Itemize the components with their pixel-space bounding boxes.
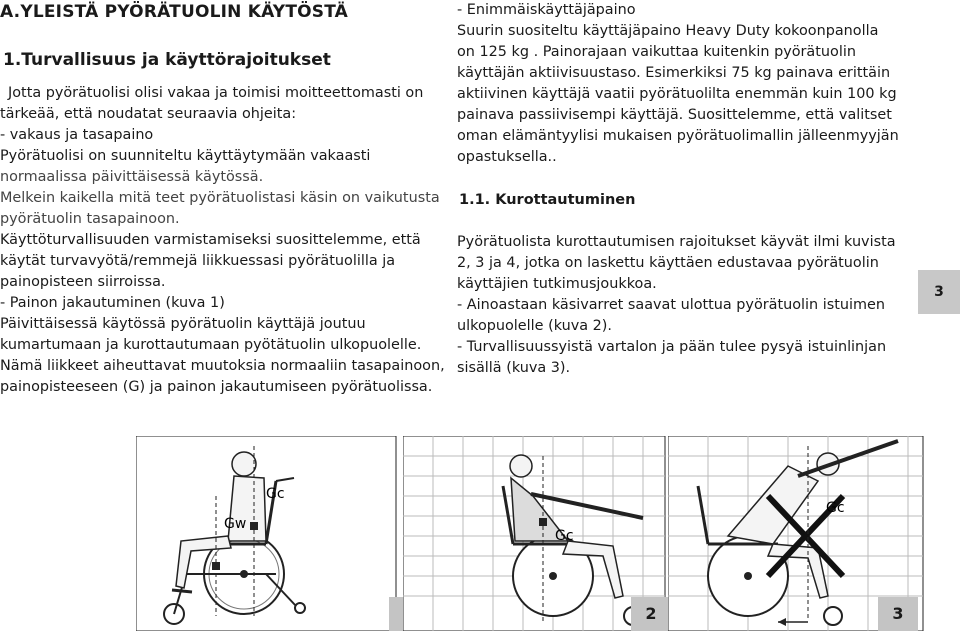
section-heading-reaching: 1.1. Kurottautuminen [459,192,636,208]
text-line: - Enimmäiskäyttäjäpaino [457,2,636,18]
page-number-tab: 3 [918,270,960,314]
text-line: tärkeää, että noudatat seuraavia ohjeita: [0,106,297,122]
text-line: Melkein kaikella mitä teet pyörätuolistasi käsin on vaikutusta [0,190,440,206]
text-line: pyörätuolin tasapainoon. [0,211,180,227]
label-gc: Gc [266,486,285,502]
text-line: - Turvallisuussyistä vartalon ja pään tulee pysyä istuinlinjan [457,339,887,355]
text-line: - Ainoastaan käsivarret saavat ulottua pyörätuolin istuimen [457,297,885,313]
page-title: A.YLEISTÄ PYÖRÄTUOLIN KÄYTÖSTÄ [0,2,349,22]
figure-1-weight-distribution [136,436,429,631]
text-line: painopisteen siirroissa. [0,274,166,290]
text-line: Pyörätuolisi on suunniteltu käyttäytymään vakaasti [0,148,371,164]
text-line: opastuksella.. [457,149,557,165]
text-line: käyttäjän aktiivisuustaso. Esimerkiksi 75 kg painava erittäin [457,65,891,81]
text-line: aktiivinen käyttäjä vaatii pyörätuolilta enemmän kuin 100 kg [457,86,897,102]
figure-3-body-overreach [668,436,960,631]
text-line: Päivittäisessä käytössä pyörätuolin käyttäjä joutuu [0,316,366,332]
label-gc: Gc [555,528,574,544]
text-line: käytät turvavyötä/remmejä liikkuessasi pyörätuolilla ja [0,253,396,269]
text-line: normaalissa päivittäisessä käytössä. [0,169,264,185]
text-line: sisällä (kuva 3). [457,360,571,376]
text-line: 2, 3 ja 4, jotka on laskettu käyttäen edustavaa pyörätuolin [457,255,879,271]
text-line: Nämä liikkeet aiheuttavat muutoksia normaaliin tasapainoon, [0,358,445,374]
text-line: oman elämäntyylisi mukaisen pyörätuolimallin jälleenmyyjän [457,128,899,144]
figure-number: 2 [631,597,671,631]
text-line: Jotta pyörätuolisi olisi vakaa ja toimisi moitteettomasti on [8,85,424,101]
text-line: Suurin suositeltu käyttäjäpaino Heavy Duty kokoonpanolla [457,23,879,39]
text-line: - vakaus ja tasapaino [0,127,154,143]
label-gw: Gw [224,516,247,532]
text-line: painava passiivisempi käyttäjä. Suosittelemme, että valitset [457,107,892,123]
figure-1-illustration [136,436,429,631]
text-line: käyttäjien tutkimusjoukkoa. [457,276,657,292]
figure-number: 3 [878,597,918,631]
label-gc: Gc [826,500,845,516]
text-line: on 125 kg . Painorajaan vaikuttaa kuitenkin pyörätuolin [457,44,856,60]
text-line: painopisteeseen (G) ja painon jakautumiseen pyörätuolissa. [0,379,433,395]
figure-2-arms-reach [403,436,696,631]
text-line: Käyttöturvallisuuden varmistamiseksi suosittelemme, että [0,232,421,248]
text-line: - Painon jakautuminen (kuva 1) [0,295,225,311]
section-heading-safety: 1.Turvallisuus ja käyttörajoitukset [3,50,331,70]
text-line: Pyörätuolista kurottautumisen rajoitukset käyvät ilmi kuvista [457,234,896,250]
text-line: ulkopuolelle (kuva 2). [457,318,612,334]
text-line: kumartumaan ja kurottautumaan pyötätuolin ulkopuolelle. [0,337,422,353]
